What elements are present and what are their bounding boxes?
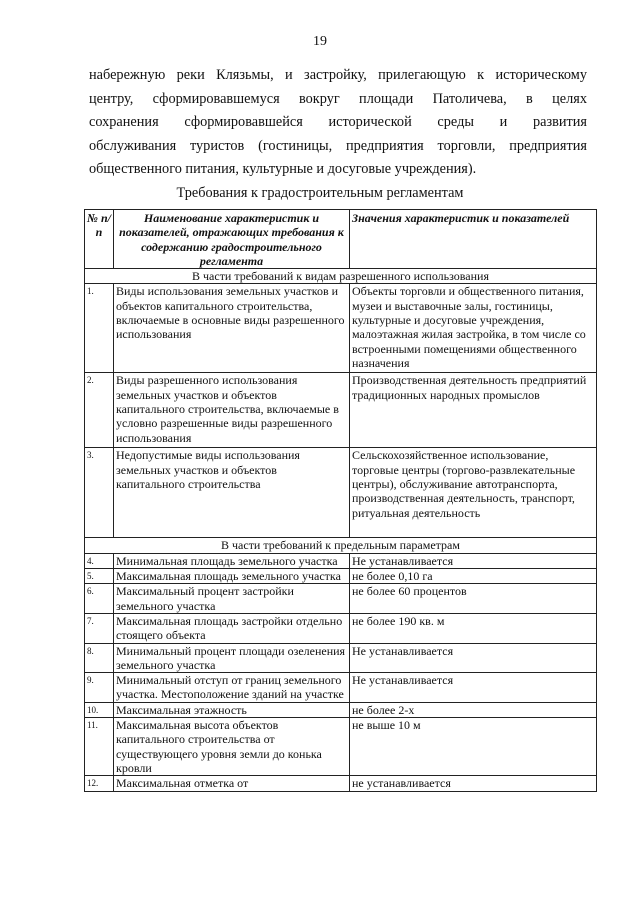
- section-title: В части требований к предельным параметрам: [85, 538, 597, 553]
- row-num: 6.: [85, 584, 114, 614]
- row-name: Максимальная этажность: [114, 702, 350, 717]
- intro-line: центру, сформировавшемуся вокруг площади Патоличева, в целях: [89, 90, 587, 107]
- row-num: 2.: [85, 373, 114, 448]
- requirements-table: [84, 209, 597, 792]
- row-num: 9.: [85, 673, 114, 703]
- row-num: 12.: [85, 776, 114, 791]
- section-row: [85, 269, 597, 284]
- table-row: [85, 702, 597, 717]
- header-value: Значения характеристик и показателей: [350, 210, 597, 269]
- table-row: [85, 553, 597, 568]
- row-name: Недопустимые виды использования земельных участков и объектов капитального строительства: [114, 448, 350, 538]
- header-name: Наименование характеристик и показателей, отражающих требования к содержанию градостроительного регламента: [114, 210, 350, 269]
- row-name: Виды использования земельных участков и объектов капитального строительства, включаемые в основные виды разрешенного использования: [114, 284, 350, 373]
- intro-line: обслуживания туристов (гостиницы, предприятия торговли, предприятия: [89, 137, 587, 154]
- row-num: 7.: [85, 613, 114, 643]
- table-title: Требования к градостроительным регламентам: [176, 185, 464, 201]
- table-row: [85, 776, 597, 791]
- row-value: не устанавливается: [350, 776, 597, 791]
- row-num: 3.: [85, 448, 114, 538]
- row-name: Максимальная высота объектов капитального строительства от существующего уровня земли до конька кровли: [114, 718, 350, 776]
- row-name: Минимальная площадь земельного участка: [114, 553, 350, 568]
- row-name: Максимальная площадь земельного участка: [114, 569, 350, 584]
- row-num: 11.: [85, 718, 114, 776]
- table-row: [85, 718, 597, 776]
- row-name: Максимальный процент застройки земельного участка: [114, 584, 350, 614]
- table-row: [85, 373, 597, 448]
- row-name: Виды разрешенного использования земельных участков и объектов капитального строительства, включаемые в условно разрешенные виды разрешенного использования: [114, 373, 350, 448]
- section-title: В части требований к видам разрешенного использования: [85, 269, 597, 284]
- page-number: 19: [313, 34, 327, 49]
- table-row: [85, 284, 597, 373]
- header-num: № п/п: [85, 210, 114, 269]
- row-value: не более 60 процентов: [350, 584, 597, 614]
- row-num: 5.: [85, 569, 114, 584]
- table-row: [85, 643, 597, 673]
- row-value: Сельскохозяйственное использование, торговые центры (торгово-развлекательные центры), обслуживание автотранспорта, производственная деятельность, транспорт, ритуальная деятельность: [350, 448, 597, 538]
- row-value: не более 2-х: [350, 702, 597, 717]
- row-num: 8.: [85, 643, 114, 673]
- row-value: Не устанавливается: [350, 553, 597, 568]
- row-value: не выше 10 м: [350, 718, 597, 776]
- row-num: 4.: [85, 553, 114, 568]
- table-row: [85, 584, 597, 614]
- table-row: [85, 569, 597, 584]
- table-row: [85, 448, 597, 538]
- row-value: не более 0,10 га: [350, 569, 597, 584]
- table-row: [85, 673, 597, 703]
- table-row: [85, 613, 597, 643]
- intro-line: общественного питания, культурные и досуговые учреждения).: [89, 161, 477, 177]
- row-value: Не устанавливается: [350, 673, 597, 703]
- section-row: [85, 538, 597, 553]
- row-name: Максимальная площадь застройки отдельно стоящего объекта: [114, 613, 350, 643]
- intro-line: сохранения сформировавшейся исторической среды и развития: [89, 114, 587, 130]
- row-name: Минимальный процент площади озеленения земельного участка: [114, 643, 350, 673]
- table-header-row: [85, 210, 597, 269]
- row-name: Минимальный отступ от границ земельного участка. Местоположение зданий на участке: [114, 673, 350, 703]
- row-num: 10.: [85, 702, 114, 717]
- row-value: Объекты торговли и общественного питания, музеи и выставочные залы, гостиницы, культурные и досуговые учреждения, малоэтажная жилая застройка, в том числе со встроенными помещениями общественного назначения: [350, 284, 597, 373]
- row-value: не более 190 кв. м: [350, 613, 597, 643]
- row-value: Не устанавливается: [350, 643, 597, 673]
- row-name: Максимальная отметка от: [114, 776, 350, 791]
- intro-line: набережную реки Клязьмы, и застройку, прилегающую к историческому: [89, 67, 587, 83]
- row-value: Производственная деятельность предприятий традиционных народных промыслов: [350, 373, 597, 448]
- row-num: 1.: [85, 284, 114, 373]
- intro-paragraph: [89, 64, 587, 182]
